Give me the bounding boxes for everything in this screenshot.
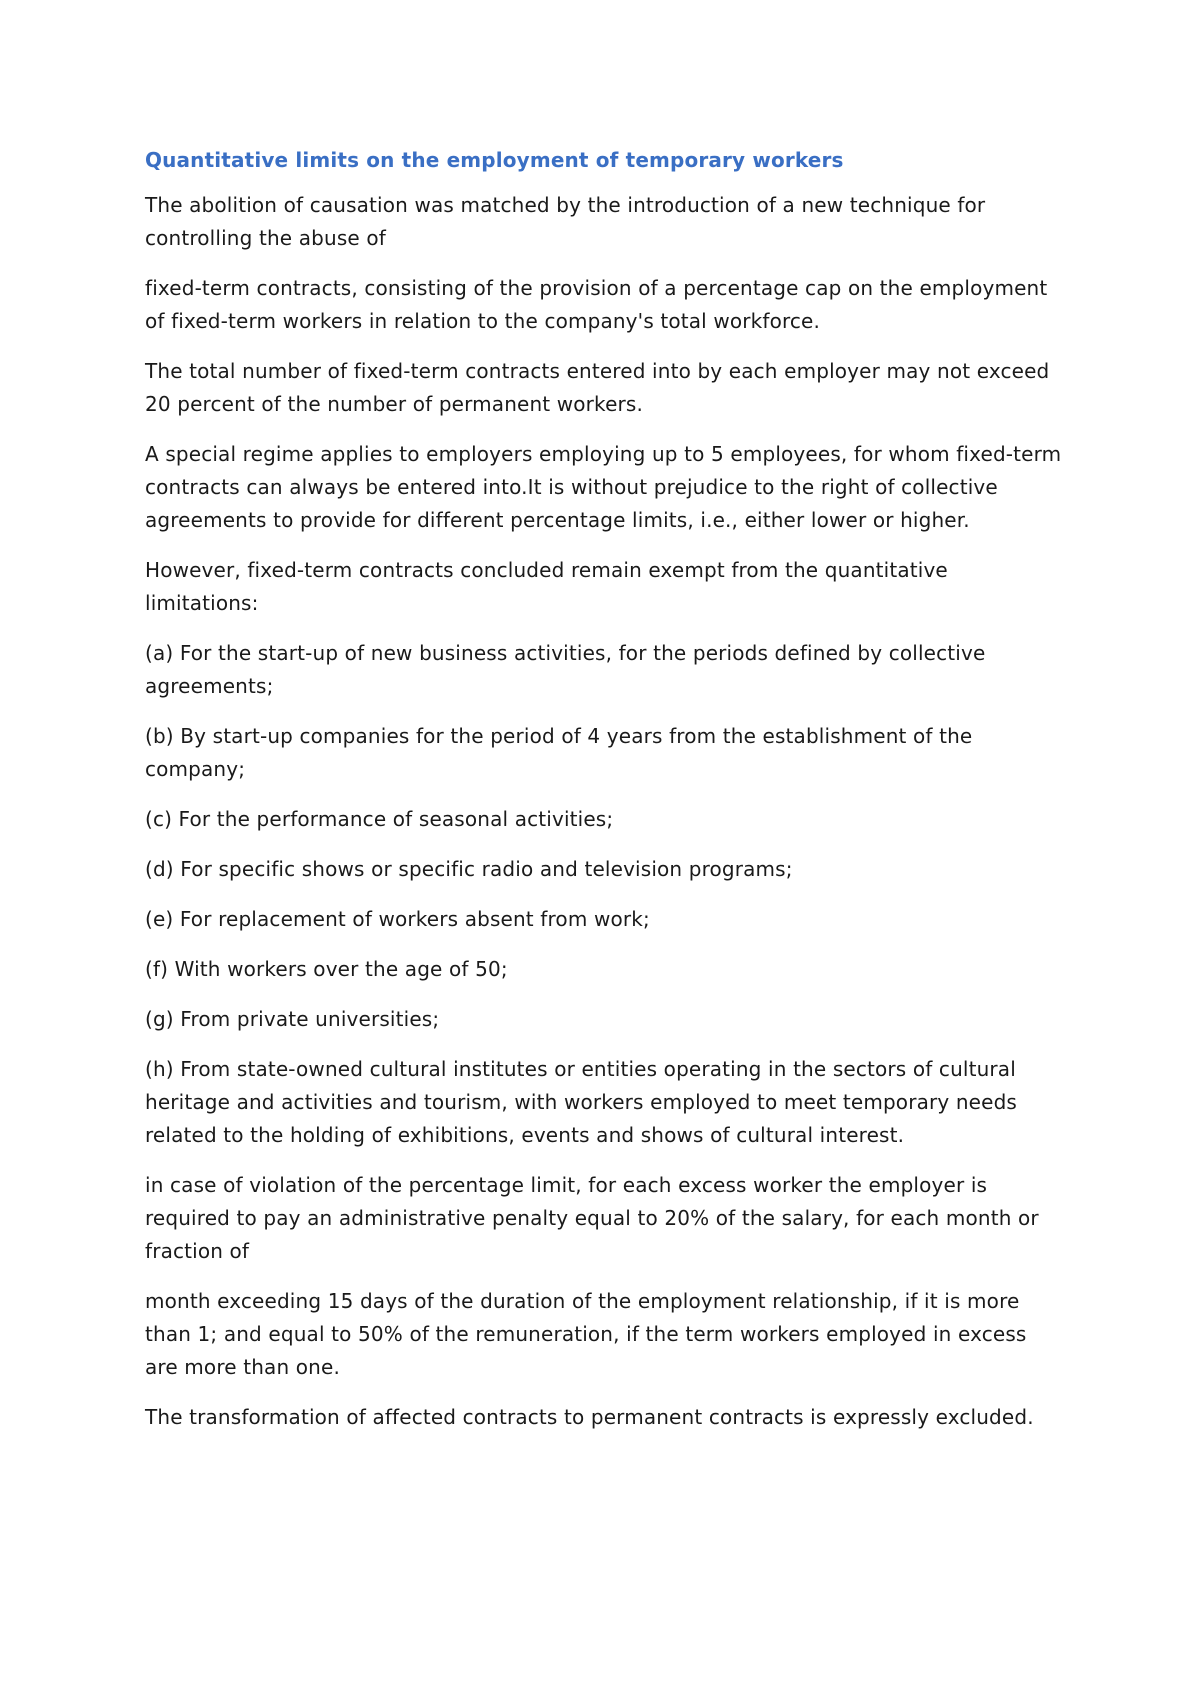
list-item-e: (e) For replacement of workers absent from work;: [145, 907, 650, 931]
paragraph-violation-penalty: in case of violation of the percentage limit, for each excess worker the employer is required to pay an administrative penalty equal to 20% of the salary, for each month or fraction of: [145, 1173, 1039, 1263]
paragraph-penalty-continued: month exceeding 15 days of the duration of the employment relationship, if it is more than 1; and equal to 50% of the remuneration, if the term workers employed in excess are more than one.: [145, 1289, 1027, 1379]
list-item-g: (g) From private universities;: [145, 1007, 440, 1031]
list-item-a: (a) For the start-up of new business activities, for the periods defined by collective agreements;: [145, 641, 986, 698]
list-item-f: (f) With workers over the age of 50;: [145, 957, 508, 981]
paragraph-intro: The abolition of causation was matched by the introduction of a new technique for controlling the abuse of: [145, 193, 986, 250]
list-item-h: (h) From state-owned cultural institutes or entities operating in the sectors of cultural heritage and activities and tourism, with workers employed to meet temporary needs related to the holding of exhibitions, events and shows of cultural interest.: [145, 1057, 1017, 1147]
list-item-d: (d) For specific shows or specific radio and television programs;: [145, 857, 793, 881]
paragraph-exemptions-intro: However, fixed-term contracts concluded remain exempt from the quantitative limitations:: [145, 558, 948, 615]
paragraph-total-limit: The total number of fixed-term contracts entered into by each employer may not exceed 20 percent of the number of permanent workers.: [145, 359, 1050, 416]
paragraph-transformation-excluded: The transformation of affected contracts to permanent contracts is expressly excluded.: [145, 1405, 1034, 1429]
paragraph-special-regime: A special regime applies to employers employing up to 5 employees, for whom fixed-term contracts can always be entered into.It is without prejudice to the right of collective agreements to provide for different percentage limits, i.e., either lower or higher.: [145, 442, 1062, 532]
section-heading: Quantitative limits on the employment of temporary workers: [145, 148, 844, 172]
document-page: [145, 142, 1065, 1451]
paragraph-percentage-cap: fixed-term contracts, consisting of the provision of a percentage cap on the employment of fixed-term workers in relation to the company's total workforce.: [145, 276, 1048, 333]
list-item-b: (b) By start-up companies for the period of 4 years from the establishment of the company;: [145, 724, 973, 781]
list-item-c: (c) For the performance of seasonal activities;: [145, 807, 614, 831]
